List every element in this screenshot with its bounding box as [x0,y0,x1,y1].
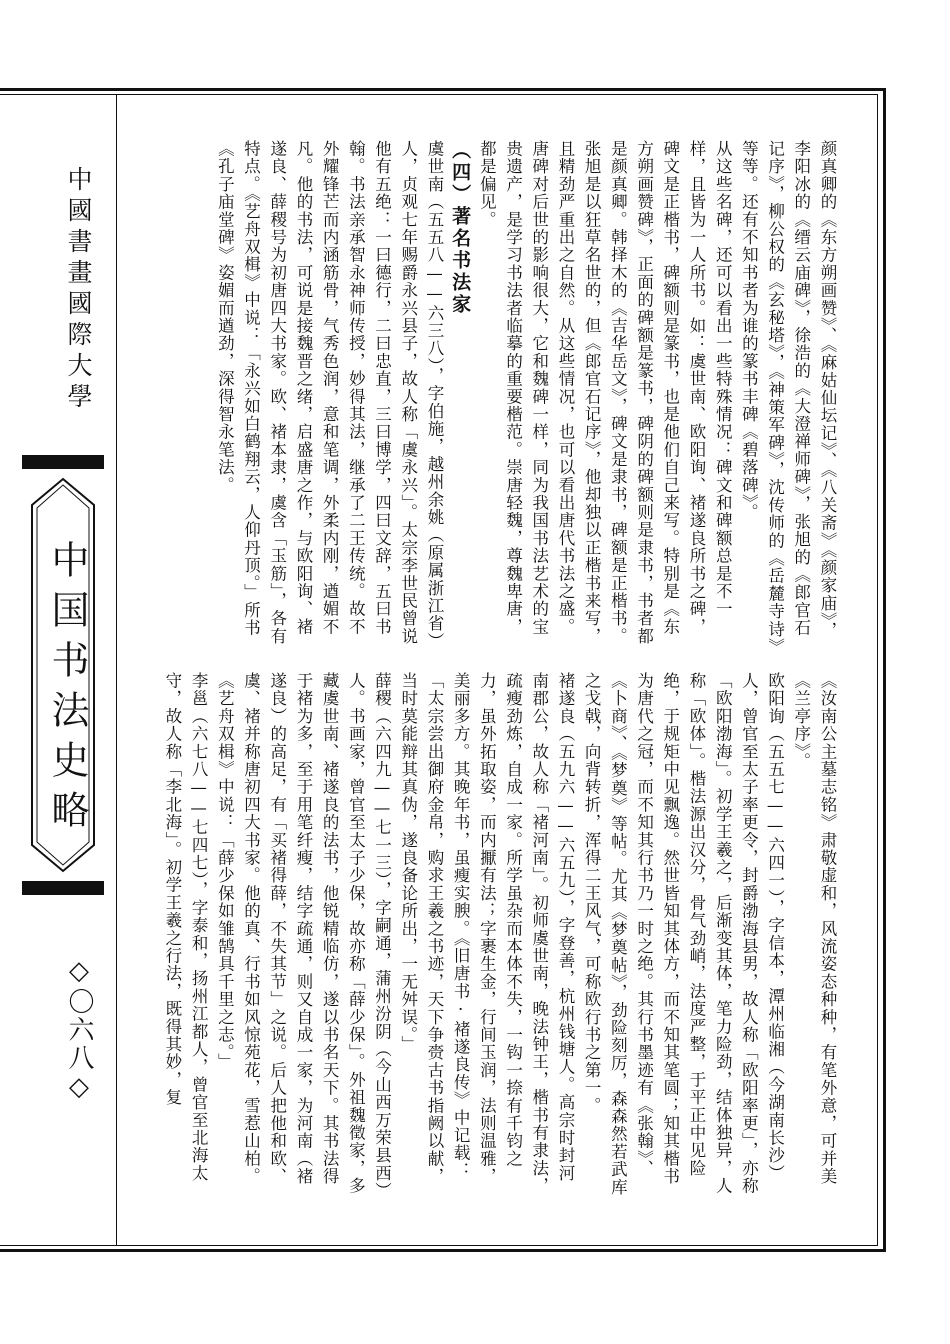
upper-text-block [140,140,840,648]
paragraph: 欧阳询（五五七——六四一），字信本，潭州临湘（今湖南长沙）人，曾官至太子率更令，封爵渤海县男，故人称「欧阳率更」，亦称「欧阳渤海」。初学王羲之，后渐变其体，笔力险劲，结体独异，人称「欧体」。楷法源出汉分，骨气劲峭，法度严整，于平正中见险绝，于规矩中见飘逸。然世皆知其体方，而不知其笔圆；知其楷书为唐代之冠，而不知其行书乃一时之绝。其行书墨迹有《张翰》、《卜商》、《梦奠》等帖。尤其《梦奠帖》，劲险刻厉，森森然若武库之戈戟，向背转折，浑得二王风气，可称欧行书之第一。 [582,672,785,1196]
paragraph: 李邕（六七八——七四七），字泰和，扬州江都人，曾官至北海太守，故人称「李北海」。初学王羲之行法，既得其妙，复 [162,672,209,1183]
paragraph: 《汝南公主墓志铭》肃敬虚和，风流姿态种种，有笔外意，可并美《兰亭序》。 [791,672,837,1186]
paragraph: 从这些名碑，还可以看出一些特殊情况：碑文和碑额总是不一样，且皆为一人所书。如：虞世南、欧阳询、褚遂良所书之碑，碑文是正楷书，碑额则是篆书，也是他们自己来写。特别是《东方朔画赞碑》，正面的碑额是篆书，碑阴的碑额则是隶书，书者都是颜真卿。韩择木的《吉华岳文》，碑文是隶书，碑额是正楷书。张旭是以狂草名世的，但《郎官石记序》，他却独以正楷书来写，且精劲严重出之自然。从这些情况，也可以看出唐代书法之盛。 [555,140,733,646]
page-number: ◇〇六八◇ [64,956,94,1104]
school-name: 中國書畫國際大學 [64,166,93,414]
section-heading: （四）著名书法家 [449,140,472,316]
paragraph: 褚遂良（五九六——六五九），字登善，杭州钱塘人。高宗时封河南郡公，故人称「褚河南」。初师虞世南，晚法钟王，楷书有隶法，疏瘦劲炼，自成一家。所学虽杂而本体不失，一钩一捺有千钧之力，虽外拓取姿，而内擫有法；字裹生金，行间玉润，法则温雅，美丽多方。其晚年书，虽瘦实腴。《旧唐书·褚遂良传》中记载：「太宗尝出御府金帛，购求王羲之书迹，天下争赍古书指阙以献，当时莫能辩其真伪，遂良备论所出，一无舛误。」 [398,672,575,1195]
paragraph: 薛稷（六四九——七一三），字嗣通，蒲州汾阴（今山西万荣县西）人。书画家，曾官至太子少保，故亦称「薛少保」。外祖魏徵家，多藏虞世南、褚遂良的法书，他锐精临仿，遂以书名天下。其书法得于褚为多，至于用笔纤瘦，结字疏通，则又自成一家，为河南（褚遂良）的高足，有「买褚得薛，不失其节」之说。后人把他和欧、虞、褚并称唐初四大书家。他的真、行书如风惊苑花，雪惹山柏。《艺舟双楫》中说：「薛少保如雏鹄具千里之志。」 [215,672,392,1195]
margin-rule [116,94,117,1246]
paragraph: 虞世南（五五八——六三八），字伯施，越州余姚（原属浙江省）人，贞观七年赐爵永兴县子，故人称「虞永兴」。太宗李世民曾说他有五绝：一曰德行，二曰忠直，三曰博学，四曰文辞，五曰书翰。书法亲承智永神师传授，妙得其法，继承了二王传统。故不外耀锋芒而内涵筋骨，气秀色润，意和笔调，外柔内刚，遒媚不凡。他的书法，可说是接魏晋之绪，启盛唐之作，与欧阳询、褚遂良、薛稷号为初唐四大书家。欧、褚本隶，虞含「玉筋」，各有特点。《艺舟双楫》中说：「永兴如白鹤翔云，人仰丹顶。」所书《孔子庙堂碑》姿媚而遒劲，深得智永笔法。 [215,140,444,646]
cartouche-top-bar [22,455,104,469]
paragraph: 颜真卿的《东方朔画赞》、《麻姑仙坛记》、《八关斋》《颜家庙》，李阳冰的《缙云庙碑》，徐浩的《大澄禅师碑》，张旭的《郎官石记序》，柳公权的《玄秘塔》，《神策军碑》，沈传师的《岳麓寺诗》等等。还有不知书者为谁的篆书丰碑《碧落碑》。 [739,140,837,648]
cartouche-bottom-bar [22,881,104,895]
lower-text-block [140,672,840,1196]
book-title: 中国书法史略 [45,540,89,840]
paragraph: 唐碑对后世的影响很大，它和魏碑一样，同为我国书法艺术的宝贵遗产，是学习书法者临摹的重要楷范。崇唐轻魏，尊魏卑唐，都是偏见。 [477,140,549,636]
book-title-cartouche [22,455,104,895]
